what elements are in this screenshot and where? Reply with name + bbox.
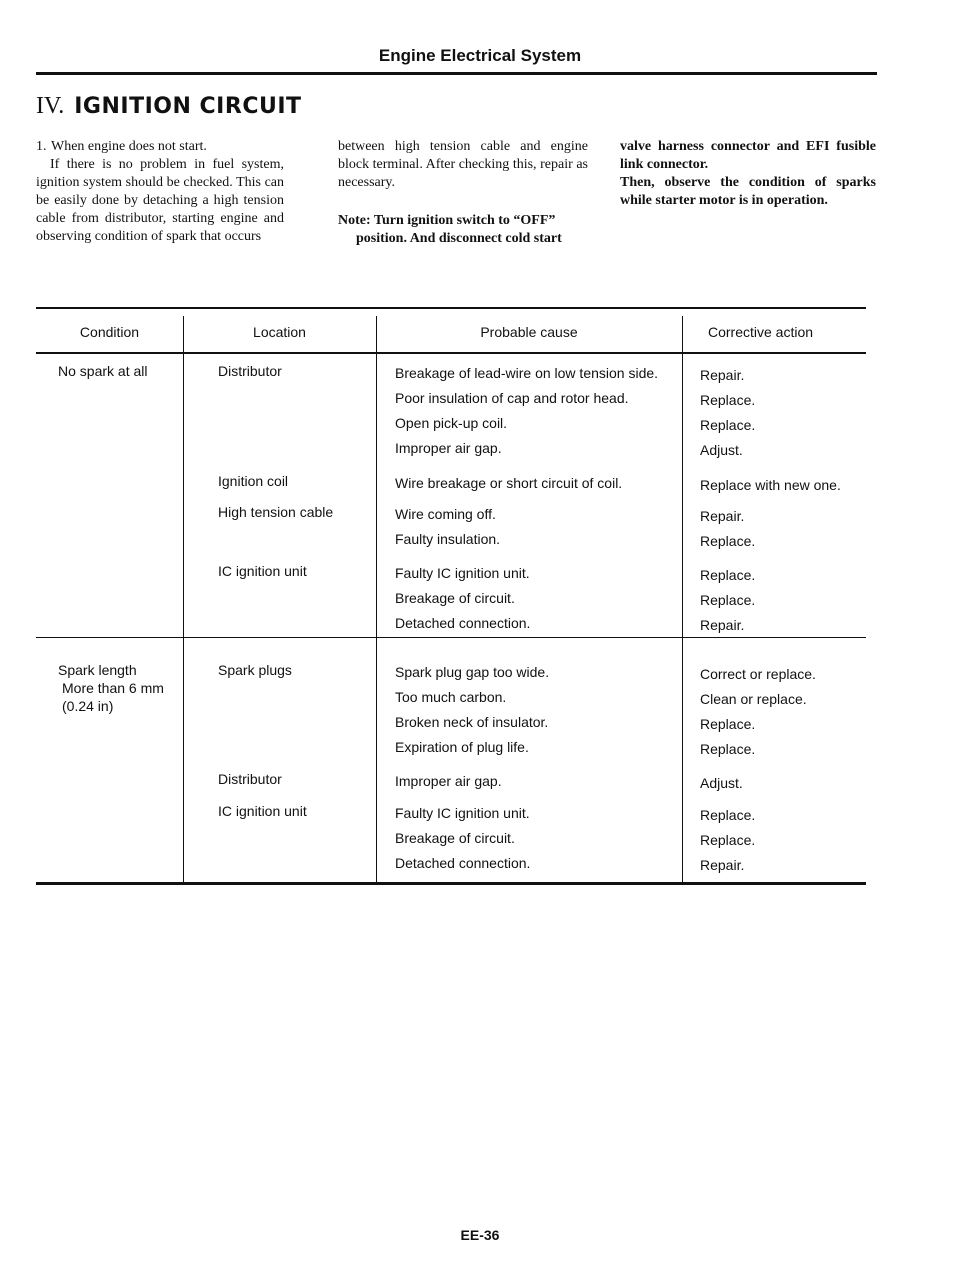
table-column-divider [376, 316, 377, 882]
intro-column-3 [620, 138, 876, 210]
action-cell: Replace. [700, 392, 756, 408]
cause-cell: Improper air gap. [395, 440, 502, 456]
action-cell: Repair. [700, 857, 745, 873]
action-cell: Adjust. [700, 442, 743, 458]
action-cell: Correct or replace. [700, 666, 816, 682]
section-name: IGNITION CIRCUIT [74, 94, 302, 119]
cause-cell: Wire breakage or short circuit of coil. [395, 475, 623, 491]
action-cell: Repair. [700, 617, 745, 633]
cause-cell: Detached connection. [395, 615, 531, 631]
intro-paragraph-3a: valve harness connector and EFI fusible link connector. [620, 139, 876, 172]
action-cell: Replace. [700, 592, 756, 608]
cause-cell: Detached connection. [395, 855, 531, 871]
action-cell: Replace. [700, 832, 756, 848]
location-cell: Distributor [218, 771, 282, 787]
cause-cell: Breakage of circuit. [395, 830, 515, 846]
step-title: When engine does not start. [51, 139, 207, 154]
cause-cell: Too much carbon. [395, 689, 507, 705]
column-header-location: Location [253, 324, 306, 340]
action-cell: Replace. [700, 417, 756, 433]
location-cell: Ignition coil [218, 473, 289, 489]
location-cell: High tension cable [218, 504, 334, 520]
action-cell: Replace. [700, 567, 756, 583]
note [338, 212, 588, 248]
note-line-1: Note: Turn ignition switch to “OFF” [338, 213, 556, 228]
location-cell: Distributor [218, 363, 282, 379]
table-group-divider [36, 637, 866, 638]
step-number: 1. [36, 139, 47, 154]
condition-cell-detail: (0.24 in) [62, 698, 114, 714]
step-heading [36, 138, 284, 156]
intro-paragraph-3b: Then, observe the condition of sparks while starter motor is in operation. [620, 175, 876, 208]
action-cell: Replace. [700, 533, 756, 549]
section-title [36, 92, 302, 120]
condition-cell-detail: More than 6 mm [62, 680, 164, 696]
condition-cell: No spark at all [58, 363, 148, 379]
location-cell: IC ignition unit [218, 563, 307, 579]
intro-paragraph-2: between high tension cable and engine block terminal. After checking this, repair as necessary. [338, 139, 588, 190]
page-number: EE-36 [460, 1227, 500, 1243]
table-header-rule [36, 352, 866, 354]
intro-column-1 [36, 138, 284, 246]
condition-cell: Spark length [58, 662, 137, 678]
action-cell: Repair. [700, 367, 745, 383]
cause-cell: Faulty insulation. [395, 531, 501, 547]
action-cell: Replace with new one. [700, 477, 841, 493]
action-cell: Replace. [700, 741, 756, 757]
cause-cell: Wire coming off. [395, 506, 496, 522]
cause-cell: Poor insulation of cap and rotor head. [395, 390, 629, 406]
cause-cell: Broken neck of insulator. [395, 714, 549, 730]
cause-cell: Breakage of lead-wire on low tension side. [395, 365, 659, 381]
intro-paragraph-1: If there is no problem in fuel system, ignition system should be checked. This can be easily done by detaching a high tension cable from distributor, starting engine and observing condition of spark that occurs [36, 157, 284, 244]
page-header-title: Engine Electrical System [378, 46, 582, 65]
section-roman-numeral: IV. [36, 93, 65, 119]
action-cell: Replace. [700, 807, 756, 823]
action-cell: Replace. [700, 716, 756, 732]
column-header-condition: Condition [79, 324, 140, 340]
cause-cell: Faulty IC ignition unit. [395, 565, 530, 581]
location-cell: Spark plugs [218, 662, 292, 678]
column-header-probable-cause: Probable cause [480, 324, 578, 340]
table-column-divider [682, 316, 683, 882]
column-header-corrective-action: Corrective action [708, 324, 814, 340]
cause-cell: Expiration of plug life. [395, 739, 529, 755]
cause-cell: Open pick-up coil. [395, 415, 508, 431]
table-top-rule [36, 307, 866, 309]
cause-cell: Spark plug gap too wide. [395, 664, 550, 680]
note-line-2: position. And disconnect cold start [356, 231, 562, 246]
intro-column-2 [338, 138, 588, 248]
action-cell: Clean or replace. [700, 691, 807, 707]
header-divider [36, 72, 877, 75]
location-cell: IC ignition unit [218, 803, 307, 819]
cause-cell: Breakage of circuit. [395, 590, 515, 606]
action-cell: Repair. [700, 508, 745, 524]
table-bottom-rule [36, 882, 866, 885]
cause-cell: Improper air gap. [395, 773, 502, 789]
cause-cell: Faulty IC ignition unit. [395, 805, 530, 821]
table-column-divider [183, 316, 184, 882]
action-cell: Adjust. [700, 775, 743, 791]
